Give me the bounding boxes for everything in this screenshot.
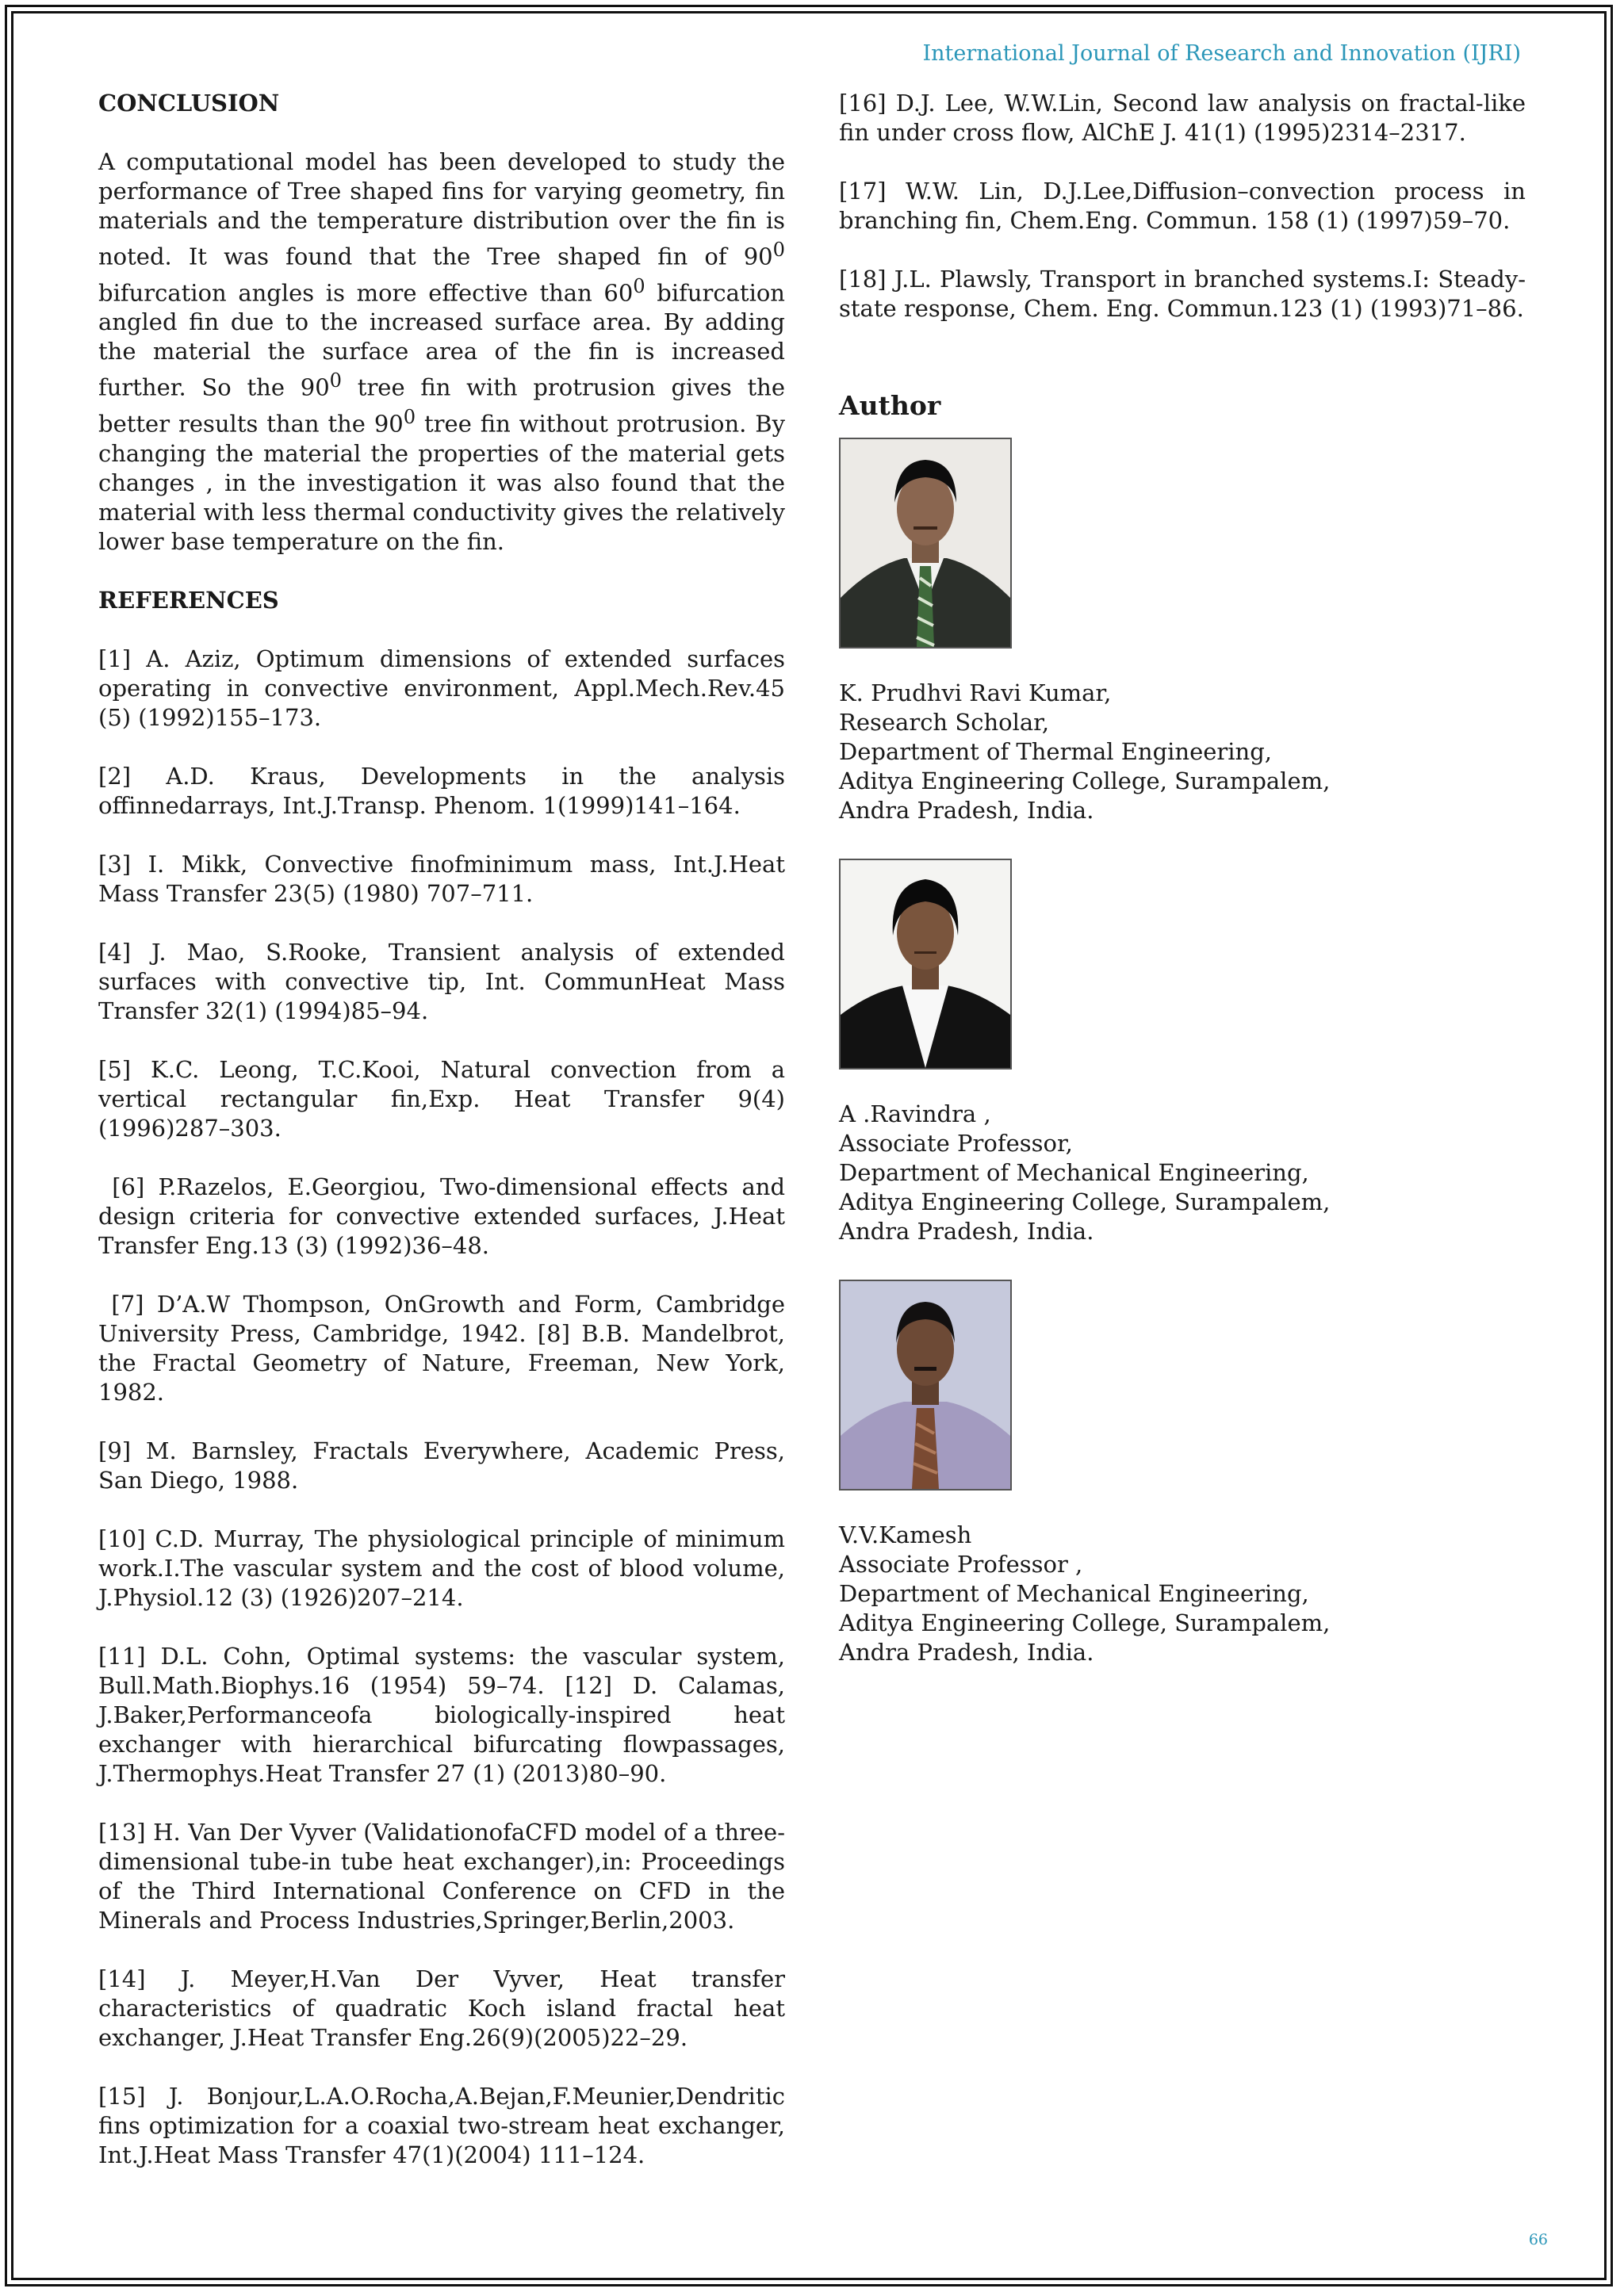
author-line: Research Scholar, bbox=[839, 709, 1050, 736]
reference-item: [7] D’A.W Thompson, OnGrowth and Form, Cambridge University Press, Cambridge, 1942. [8] B.B. Mandelbrot, the Fractal Geometry of Nature, Freeman, New York, 1982. bbox=[98, 1290, 793, 1406]
author-heading: Author bbox=[839, 390, 941, 421]
author-line: A .Ravindra , bbox=[839, 1100, 991, 1127]
author-info bbox=[839, 679, 1526, 825]
journal-header: International Journal of Research and Innovation (IJRI) bbox=[922, 41, 1521, 66]
reference-item: [18] J.L. Plawsly, Transport in branched systems.I: Steady-state response, Chem. Eng. Commun.123 (1) (1993)71–86. bbox=[839, 266, 1526, 322]
reference-item: [1] A. Aziz, Optimum dimensions of extended surfaces operating in convective environment, Appl.Mech.Rev.45 (5) (1992)155–173. bbox=[98, 645, 785, 731]
author-line: K. Prudhvi Ravi Kumar, bbox=[839, 679, 1112, 706]
author-line: Aditya Engineering College, Surampalem, bbox=[839, 1188, 1331, 1215]
reference-item: [15] J. Bonjour,L.A.O.Rocha,A.Bejan,F.Meunier,Dendritic fins optimization for a coaxial two-stream heat exchanger, Int.J.Heat Mass Transfer 47(1)(2004) 111–124. bbox=[98, 2082, 785, 2168]
reference-item: [2] A.D. Kraus, Developments in the analysis offinnedarrays, Int.J.Transp. Phenom. 1(1999)141–164. bbox=[98, 762, 785, 819]
author-line: Andra Pradesh, India. bbox=[839, 1639, 1094, 1666]
author-line: Andra Pradesh, India. bbox=[839, 797, 1094, 824]
author-line: Andra Pradesh, India. bbox=[839, 1218, 1094, 1245]
author-line: Aditya Engineering College, Surampalem, bbox=[839, 767, 1331, 794]
reference-item: [11] D.L. Cohn, Optimal systems: the vascular system, Bull.Math.Biophys.16 (1954) 59–74. [12] D. Calamas, J.Baker,Performanceofa biologically-inspired heat exchanger with hierarchical bifurcating flowpassages, J.Thermophys.Heat Transfer 27 (1) (2013)80–90. bbox=[98, 1642, 785, 1787]
reference-item: [3] I. Mikk, Convective finofminimum mass, Int.J.Heat Mass Transfer 23(5) (1980) 707–711. bbox=[98, 850, 785, 907]
reference-item: [13] H. Van Der Vyver (ValidationofaCFD model of a three-dimensional tube-in tube heat exchanger),in: Proceedings of the Third International Conference on CFD in the Minerals and Process Industries,Springer,Berlin,2003. bbox=[98, 1818, 785, 1934]
author-line: Department of Mechanical Engineering, bbox=[839, 1159, 1309, 1186]
author-photo bbox=[839, 859, 1012, 1070]
page-number: 66 bbox=[1528, 2231, 1548, 2248]
reference-item: [5] K.C. Leong, T.C.Kooi, Natural convection from a vertical rectangular fin,Exp. Heat Transfer 9(4) (1996)287–303. bbox=[98, 1055, 785, 1142]
reference-item: [14] J. Meyer,H.Van Der Vyver, Heat transfer characteristics of quadratic Koch island fractal heat exchanger, J.Heat Transfer Eng.26(9)(2005)22–29. bbox=[98, 1965, 785, 2051]
left-column bbox=[98, 89, 793, 2199]
author-line: Department of Thermal Engineering, bbox=[839, 738, 1273, 765]
author-line: Department of Mechanical Engineering, bbox=[839, 1580, 1309, 1607]
reference-item: [4] J. Mao, S.Rooke, Transient analysis of extended surfaces with convective tip, Int. CommunHeat Mass Transfer 32(1) (1994)85–94. bbox=[98, 938, 785, 1024]
conclusion-heading: CONCLUSION bbox=[98, 90, 280, 117]
conclusion-body: A computational model has been developed to study the performance of Tree shaped fins for varying geometry, fin materials and the temperature distribution over the fin is noted. It was found that the Tree shaped fin of $90^0$ bifurcation angles is more effective than $60^0$ bifurcation angled fin due to the increased surface area. By adding the material the surface area of the fin is increased further. So the $90^0$ tree fin with protrusion gives the better results than the $90^0$ tree fin without protrusion. By changing the material the properties of the material gets changes , in the investigation it was also found that the material with less thermal conductivity gives the relatively lower base temperature on the fin. bbox=[98, 148, 785, 555]
reference-item: [9] M. Barnsley, Fractals Everywhere, Academic Press, San Diego, 1988. bbox=[98, 1437, 785, 1494]
references-heading: REFERENCES bbox=[98, 586, 279, 614]
author-photo bbox=[839, 438, 1012, 649]
reference-item: [16] D.J. Lee, W.W.Lin, Second law analysis on fractal-like fin under cross flow, AlChE J. 41(1) (1995)2314–2317. bbox=[839, 90, 1526, 146]
author-info bbox=[839, 1100, 1526, 1246]
reference-item: [6] P.Razelos, E.Georgiou, Two-dimensional effects and design criteria for convective extended surfaces, J.Heat Transfer Eng.13 (3) (1992)36–48. bbox=[98, 1173, 793, 1259]
author-line: Associate Professor , bbox=[839, 1551, 1083, 1578]
reference-item: [17] W.W. Lin, D.J.Lee,Diffusion–convection process in branching fin, Chem.Eng. Commun. 158 (1) (1997)59–70. bbox=[839, 178, 1526, 234]
reference-item: [10] C.D. Murray, The physiological principle of minimum work.I.The vascular system and the cost of blood volume, J.Physiol.12 (3) (1926)207–214. bbox=[98, 1525, 785, 1611]
author-line: V.V.Kamesh bbox=[839, 1521, 972, 1548]
author-line: Associate Professor, bbox=[839, 1130, 1073, 1157]
author-photo bbox=[839, 1280, 1012, 1490]
right-column bbox=[839, 89, 1526, 1701]
author-line: Aditya Engineering College, Surampalem, bbox=[839, 1609, 1331, 1636]
author-info bbox=[839, 1521, 1526, 1667]
